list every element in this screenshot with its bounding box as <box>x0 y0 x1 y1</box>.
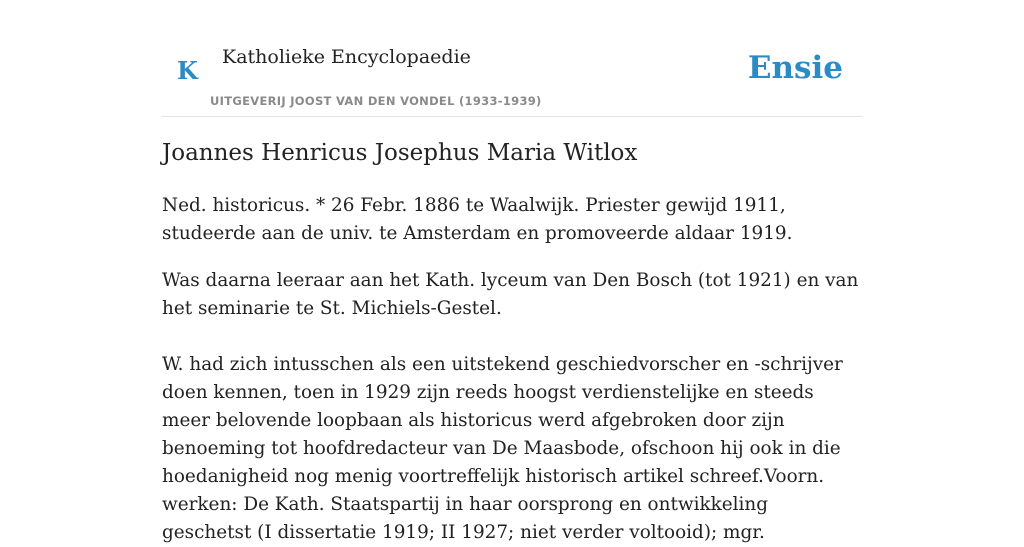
publisher-label: UITGEVERIJ JOOST VAN DEN VONDEL (1933-1939) <box>210 94 542 108</box>
article-paragraph: W. had zich intusschen als een uitstekend geschiedvorscher en -schrijver doen kennen, toen in 1929 zijn reeds hoogst verdienstelijke en steeds meer belovende loopbaan als historicus werd afgebroken door zijn benoeming tot hoofdredacteur van De Maasbode, ofschoon hij ook in die hoedanigheid nog menig voortreffelijk historisch artikel schreef.Voorn. werken: De Kath. Staatspartij in haar oorsprong en ontwikkeling geschetst (I dissertatie 1919; II 1927; niet verder voltooid); mgr. <box>162 354 843 543</box>
encyclopedia-logo[interactable]: K <box>177 56 198 85</box>
site-header <box>162 0 862 117</box>
page <box>162 0 862 543</box>
article-title: Joannes Henricus Josephus Maria Witlox <box>162 140 638 166</box>
article-paragraph: Ned. historicus. * 26 Febr. 1886 te Waalwijk. Priester gewijd 1911, studeerde aan de univ. te Amsterdam en promoveerde aldaar 1919. <box>162 195 793 244</box>
article-body <box>162 192 862 547</box>
article-paragraph: Was daarna leeraar aan het Kath. lyceum van Den Bosch (tot 1921) en van het seminarie te St. Michiels-Gestel. <box>162 270 859 319</box>
encyclopedia-title[interactable]: Katholieke Encyclopaedie <box>222 46 471 68</box>
ensie-logo[interactable]: Ensie <box>747 50 843 86</box>
